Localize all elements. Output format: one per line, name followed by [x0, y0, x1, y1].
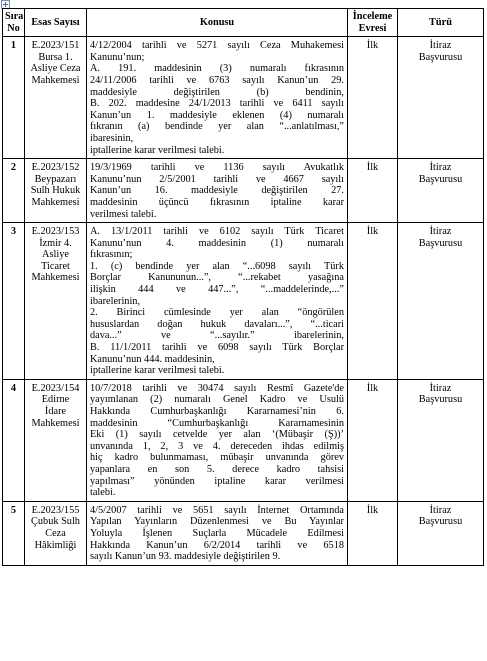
konu-cell [87, 37, 348, 159]
turu-line: İtiraz [429, 382, 452, 394]
konu-cell [87, 501, 348, 565]
konu-line: fıkranın (a) bendinde yer alan “...anlatılması,” [90, 121, 344, 133]
esas-line: Asliye [42, 249, 69, 261]
turu-line: İtiraz [429, 226, 452, 238]
esas-line: İzmir 4. [39, 237, 72, 249]
esas-cell [25, 159, 87, 223]
table-header-row [3, 9, 484, 37]
konu-line: iptallerine karar verilmesi talebi. [90, 365, 225, 377]
table-row [3, 501, 484, 565]
header-esas-sayisi: Esas Sayısı [25, 9, 87, 37]
esas-line: Asliye Ceza [30, 63, 81, 75]
turu-cell [398, 223, 484, 380]
konu-line: A. 191. maddesinin (3) numaralı fıkrasının [90, 63, 344, 75]
konu-line: hususlardan doğan hukuk davaları...”, “...ticari [90, 318, 344, 330]
esas-line: E.2023/154 [31, 382, 80, 394]
esas-line: İdare [44, 406, 67, 417]
konu-line: Kanunu’nun 4. maddesinin (1) numaralı [90, 237, 344, 249]
konu-line: Yapılan Yayınların Düzenlenmesi ve Bu Yayınlar [90, 516, 344, 528]
header-sira-no [3, 9, 25, 37]
konu-line: 4/12/2004 tarihli ve 5271 sayılı Ceza Muhakemesi [90, 40, 344, 52]
konu-line: hiç kadro bulunmaması, mübaşir unvanında görev [90, 452, 344, 464]
konu-line: Kanun’un 1. maddesiyle eklenen (4) numaralı [90, 109, 344, 121]
inceleme-evresi-cell: İlk [348, 223, 398, 380]
esas-cell [25, 37, 87, 159]
konu-line: A. 13/1/2011 tarihli ve 6102 sayılı Türk Ticaret [90, 226, 344, 238]
konu-line: yapılması” yönünden iptaline karar verilmesi [90, 475, 344, 487]
konu-line: maddesinin üçüncü fıkrasının iptaline karar [90, 196, 344, 208]
header-konusu: Konusu [87, 9, 348, 37]
konu-cell [87, 159, 348, 223]
konu-line: Hakkında Cumhurbaşkanlığı Kararnamesi’nin 6. [90, 406, 344, 417]
turu-cell [398, 379, 484, 501]
decisions-table [2, 8, 484, 566]
konu-line: maddesinin “Cumhurbaşkanlığı Kararnamesinin [90, 417, 344, 429]
esas-line: E.2023/152 [31, 162, 80, 174]
konu-line: Yoluyla İşlenen Suçlarla Mücadele Edilmesi [90, 527, 344, 539]
konu-line: yayımlanan (2) numaralı Genel Kadro ve Usulü [90, 394, 344, 406]
row-number: 1 [3, 37, 25, 159]
konu-line: 4/5/2007 tarihli ve 5651 sayılı İnternet Ortamında [90, 504, 344, 516]
esas-line: Sulh Hukuk [30, 185, 81, 197]
esas-line: Ceza [45, 527, 66, 539]
konu-line: maddesiyle değiştirilen (b) bendinin, [90, 86, 344, 98]
turu-cell [398, 159, 484, 223]
esas-line: Mahkemesi [31, 417, 80, 429]
konu-line: talebi. [90, 487, 116, 499]
konu-line: Kanunu’nun; [90, 51, 145, 63]
turu-line: Başvurusu [418, 173, 463, 185]
konu-line: Kanunu’nun 2/5/2001 tarihli ve 4667 sayılı [90, 173, 344, 185]
esas-line: Edirne [41, 394, 70, 406]
konu-line: 2. Birinci cümlesinde yer alan “öngörülen [90, 307, 344, 319]
esas-cell [25, 223, 87, 380]
turu-cell [398, 37, 484, 159]
konu-line: dava...” ve “...sayılır.” ibarelerinin, [90, 330, 344, 342]
inceleme-evresi-cell: İlk [348, 37, 398, 159]
turu-line: İtiraz [429, 162, 452, 174]
konu-line: verilmesi talebi. [90, 208, 157, 220]
konu-cell [87, 379, 348, 501]
turu-line: Başvurusu [418, 51, 463, 63]
table-row [3, 223, 484, 380]
konu-line: Eki (1) sayılı cetvelde yer alan ‘(Mübaşir (Ş))’ [90, 429, 344, 441]
konu-line: ibarelerinin, [90, 295, 141, 307]
turu-line: İtiraz [429, 504, 452, 516]
esas-line: Mahkemesi [31, 74, 80, 86]
table-row [3, 37, 484, 159]
inceleme-evresi-cell: İlk [348, 379, 398, 501]
turu-line: İtiraz [429, 40, 452, 52]
konu-line: fıkrasının; [90, 249, 133, 261]
table-row [3, 379, 484, 501]
konu-line: ilişkin 444 ve 447...”, “...maddelerinde,...” [90, 284, 344, 296]
header-sira-no-line: Sıra [5, 11, 24, 22]
konu-line: B. 202. maddesine 24/1/2013 tarihli ve 6411 sayılı [90, 98, 344, 110]
row-number: 3 [3, 223, 25, 380]
konu-line: 10/7/2018 tarihli ve 30474 sayılı Resmî Gazete'de [90, 382, 344, 394]
header-sira-no-line: No [7, 22, 20, 34]
konu-line: Kanun’un 16. maddesiyle değiştirilen 27. [90, 185, 344, 197]
konu-line: yapanlara en son 5. derece kadro tahsisi [90, 463, 344, 475]
konu-line: ibaresinin, [90, 132, 134, 144]
esas-line: Çubuk Sulh [31, 516, 80, 528]
esas-line: Beypazarı [34, 173, 77, 185]
header-inceleme-evresi [348, 9, 398, 37]
inceleme-evresi-cell: İlk [348, 501, 398, 565]
turu-line: Başvurusu [418, 237, 463, 249]
konu-line: sayılı Kanun’un 93. maddesiyle değiştirilen 9. [90, 551, 281, 563]
konu-line: B. 11/1/2011 tarihli ve 6098 sayılı Türk Borçlar [90, 342, 344, 354]
esas-line: Hâkimliği [34, 539, 77, 551]
turu-cell [398, 501, 484, 565]
esas-line: Ticaret [41, 260, 70, 272]
esas-line: Bursa 1. [38, 51, 73, 63]
inceleme-evresi-cell: İlk [348, 159, 398, 223]
konu-line: 19/3/1969 tarihli ve 1136 sayılı Avukatlık [90, 162, 344, 174]
row-number: 4 [3, 379, 25, 501]
table-row [3, 159, 484, 223]
konu-cell [87, 223, 348, 380]
esas-line: E.2023/153 [31, 226, 80, 238]
esas-line: Mahkemesi [31, 196, 80, 208]
turu-line: Başvurusu [418, 394, 463, 406]
konu-line: 24/11/2006 tarihli ve 6763 sayılı Kanun’un 29. [90, 74, 344, 86]
konu-line: iptallerine karar verilmesi talebi. [90, 144, 225, 156]
konu-line: unvanında 1, 2, 3 ve 4. dereceden ihdas edilmiş [90, 440, 344, 452]
esas-cell [25, 379, 87, 501]
esas-cell [25, 501, 87, 565]
turu-line: Başvurusu [418, 516, 463, 528]
row-number: 5 [3, 501, 25, 565]
header-inceleme-line: Evresi [358, 22, 387, 34]
esas-line: E.2023/155 [31, 504, 80, 516]
konu-line: Hakkında Kanun’un 6/2/2014 tarihli ve 6518 [90, 539, 344, 551]
konu-line: 1. (c) bendinde yer alan “...6098 sayılı Türk [90, 260, 344, 272]
header-inceleme-line: İnceleme [352, 11, 393, 22]
konu-line: Borçlar Kanununun...”, “...rekabet yasağına [90, 272, 344, 284]
header-turu: Türü [398, 9, 484, 37]
row-number: 2 [3, 159, 25, 223]
esas-line: Mahkemesi [31, 272, 80, 284]
table-body [3, 37, 484, 566]
esas-line: E.2023/151 [31, 40, 80, 52]
konu-line: Kanunu’nun 444. maddesinin, [90, 353, 215, 365]
